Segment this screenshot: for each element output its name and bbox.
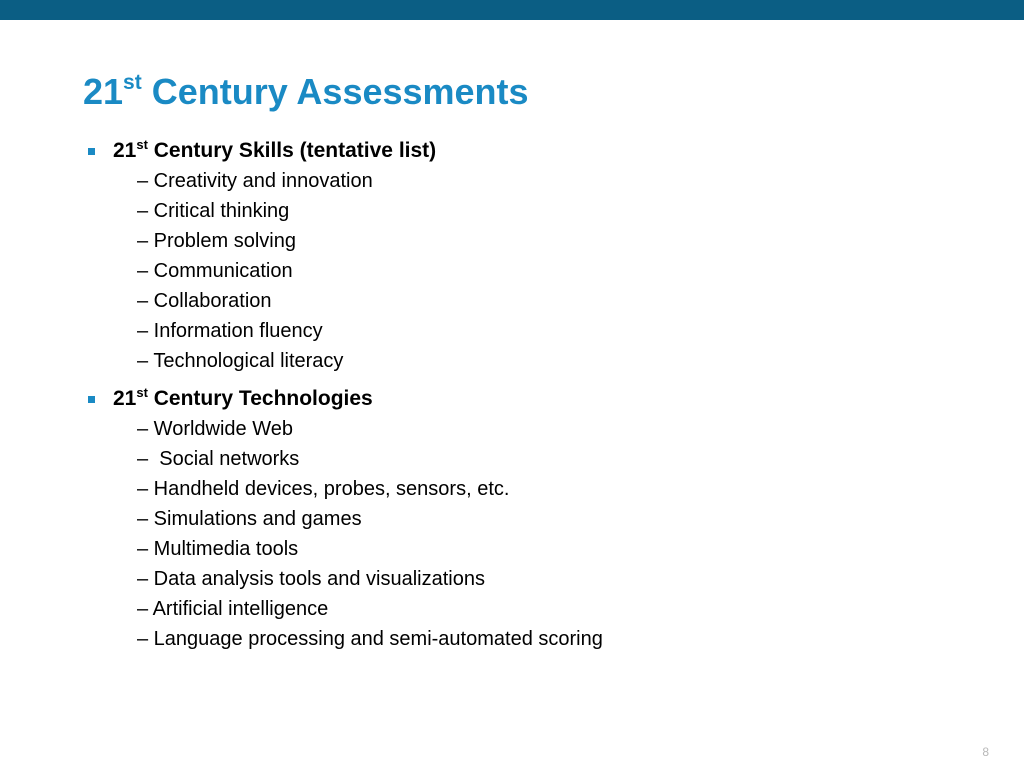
technologies-heading (0, 384, 1000, 414)
list-item: – Collaboration (137, 290, 272, 312)
title-number: 21 (83, 71, 124, 112)
list-item: – Data analysis tools and visualizations (137, 568, 485, 590)
title-superscript: st (123, 71, 142, 94)
technologies-heading-text (113, 384, 373, 414)
square-bullet-icon (88, 396, 95, 403)
technologies-heading-superscript: st (136, 385, 148, 400)
list-item: – Communication (137, 260, 293, 282)
technologies-heading-label: Century Technologies (147, 387, 373, 410)
list-item: – Worldwide Web (137, 418, 293, 440)
technologies-heading-number: 21 (113, 387, 137, 410)
technologies-list (0, 414, 1000, 654)
title-text: Century Assessments (141, 71, 529, 112)
slide-title (83, 68, 529, 116)
skills-section (0, 136, 1000, 376)
page-number: 8 (982, 745, 989, 759)
skills-heading-superscript: st (136, 137, 148, 152)
list-item: – Technological literacy (137, 350, 344, 372)
skills-heading-label: Century Skills (tentative list) (147, 139, 437, 162)
list-item: – Critical thinking (137, 200, 290, 222)
skills-list (0, 166, 1000, 376)
technologies-section (0, 384, 1000, 654)
list-item: – Information fluency (137, 320, 323, 342)
list-item: – Social networks (137, 448, 300, 470)
square-bullet-icon (88, 148, 95, 155)
list-item: – Problem solving (137, 230, 296, 252)
top-header-bar (0, 0, 1024, 20)
list-item: – Multimedia tools (137, 538, 299, 560)
list-item: – Creativity and innovation (137, 170, 373, 192)
list-item: – Artificial intelligence (137, 598, 329, 620)
list-item: – Language processing and semi-automated scoring (137, 628, 603, 650)
list-item: – Handheld devices, probes, sensors, etc. (137, 478, 510, 500)
skills-heading (0, 136, 1000, 166)
skills-heading-number: 21 (113, 139, 137, 162)
list-item: – Simulations and games (137, 508, 362, 530)
skills-heading-text (113, 136, 436, 166)
